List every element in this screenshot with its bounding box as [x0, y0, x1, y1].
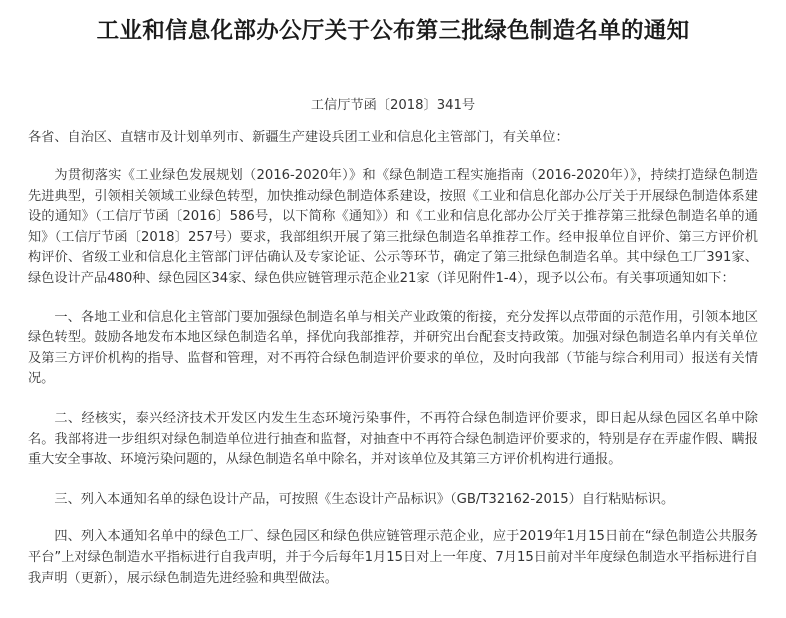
addressee-line: 各省、自治区、直辖市及计划单列市、新疆生产建设兵团工业和信息化主管部门，有关单位：	[28, 130, 569, 145]
document-number: 工信厅节函〔2018〕341号	[310, 98, 476, 113]
paragraph-item-1: 一、各地工业和信息化主管部门要加强绿色制造名单与相关产业政策的衔接，充分发挥以点带面的示范作用，引领本地区绿色转型。鼓励各地发布本地区绿色制造名单，择优向我部推荐，并研究出台配套支持政策。加强对绿色制造名单内有关单位及第三方评价机构的指导、监督和管理，对不再符合绿色制造评价要求的单位，及时向我部（节能与综合利用司）报送有关情况。	[28, 309, 758, 387]
paragraph-item-3: 三、列入本通知名单的绿色设计产品，可按照《生态设计产品标识》（GB/T32162-2015）自行粘贴标识。	[54, 491, 675, 507]
document-title: 工业和信息化部办公厅关于公布第三批绿色制造名单的通知	[96, 18, 690, 44]
paragraph-item-2: 二、经核实，泰兴经济技术开发区内发生生态环境污染事件，不再符合绿色制造评价要求，即日起从绿色园区名单中除名。我部将进一步组织对绿色制造单位进行抽查和监督，对抽查中不再符合绿色制造评价要求的，特别是存在弄虚作假、瞒报重大安全事故、环境污染问题的，从绿色制造名单中除名，并对该单位及其第三方评价机构进行通报。	[28, 410, 758, 468]
paragraph-item-4: 四、列入本通知名单中的绿色工厂、绿色园区和绿色供应链管理示范企业，应于2019年1月15日前在“绿色制造公共服务平台”上对绿色制造水平指标进行自我声明，并于今后每年1月15日对上一年度、7月15日前对半年度绿色制造水平指标进行自我声明（更新），展示绿色制造先进经验和典型做法。	[28, 529, 758, 586]
paragraph-intro: 为贯彻落实《工业绿色发展规划（2016-2020年）》和《绿色制造工程实施指南（2016-2020年）》，持续打造绿色制造先进典型，引领相关领域工业绿色转型，加快推动绿色制造体系建设，按照《工业和信息化部办公厅关于开展绿色制造体系建设的通知》（工信厅节函〔2016〕586号，以下简称《通知》）和《工业和信息化部办公厅关于推荐第三批绿色制造名单的通知》（工信厅节函〔2018〕257号）要求，我部组织开展了第三批绿色制造名单推荐工作。经申报单位自评价、第三方评价机构评价、省级工业和信息化主管部门评估确认及专家论证、公示等环节，确定了第三批绿色制造名单。其中绿色工厂391家、绿色设计产品480种、绿色园区34家、绿色供应链管理示范企业21家（详见附件1-4），现予以公布。有关事项通知如下：	[28, 168, 758, 286]
